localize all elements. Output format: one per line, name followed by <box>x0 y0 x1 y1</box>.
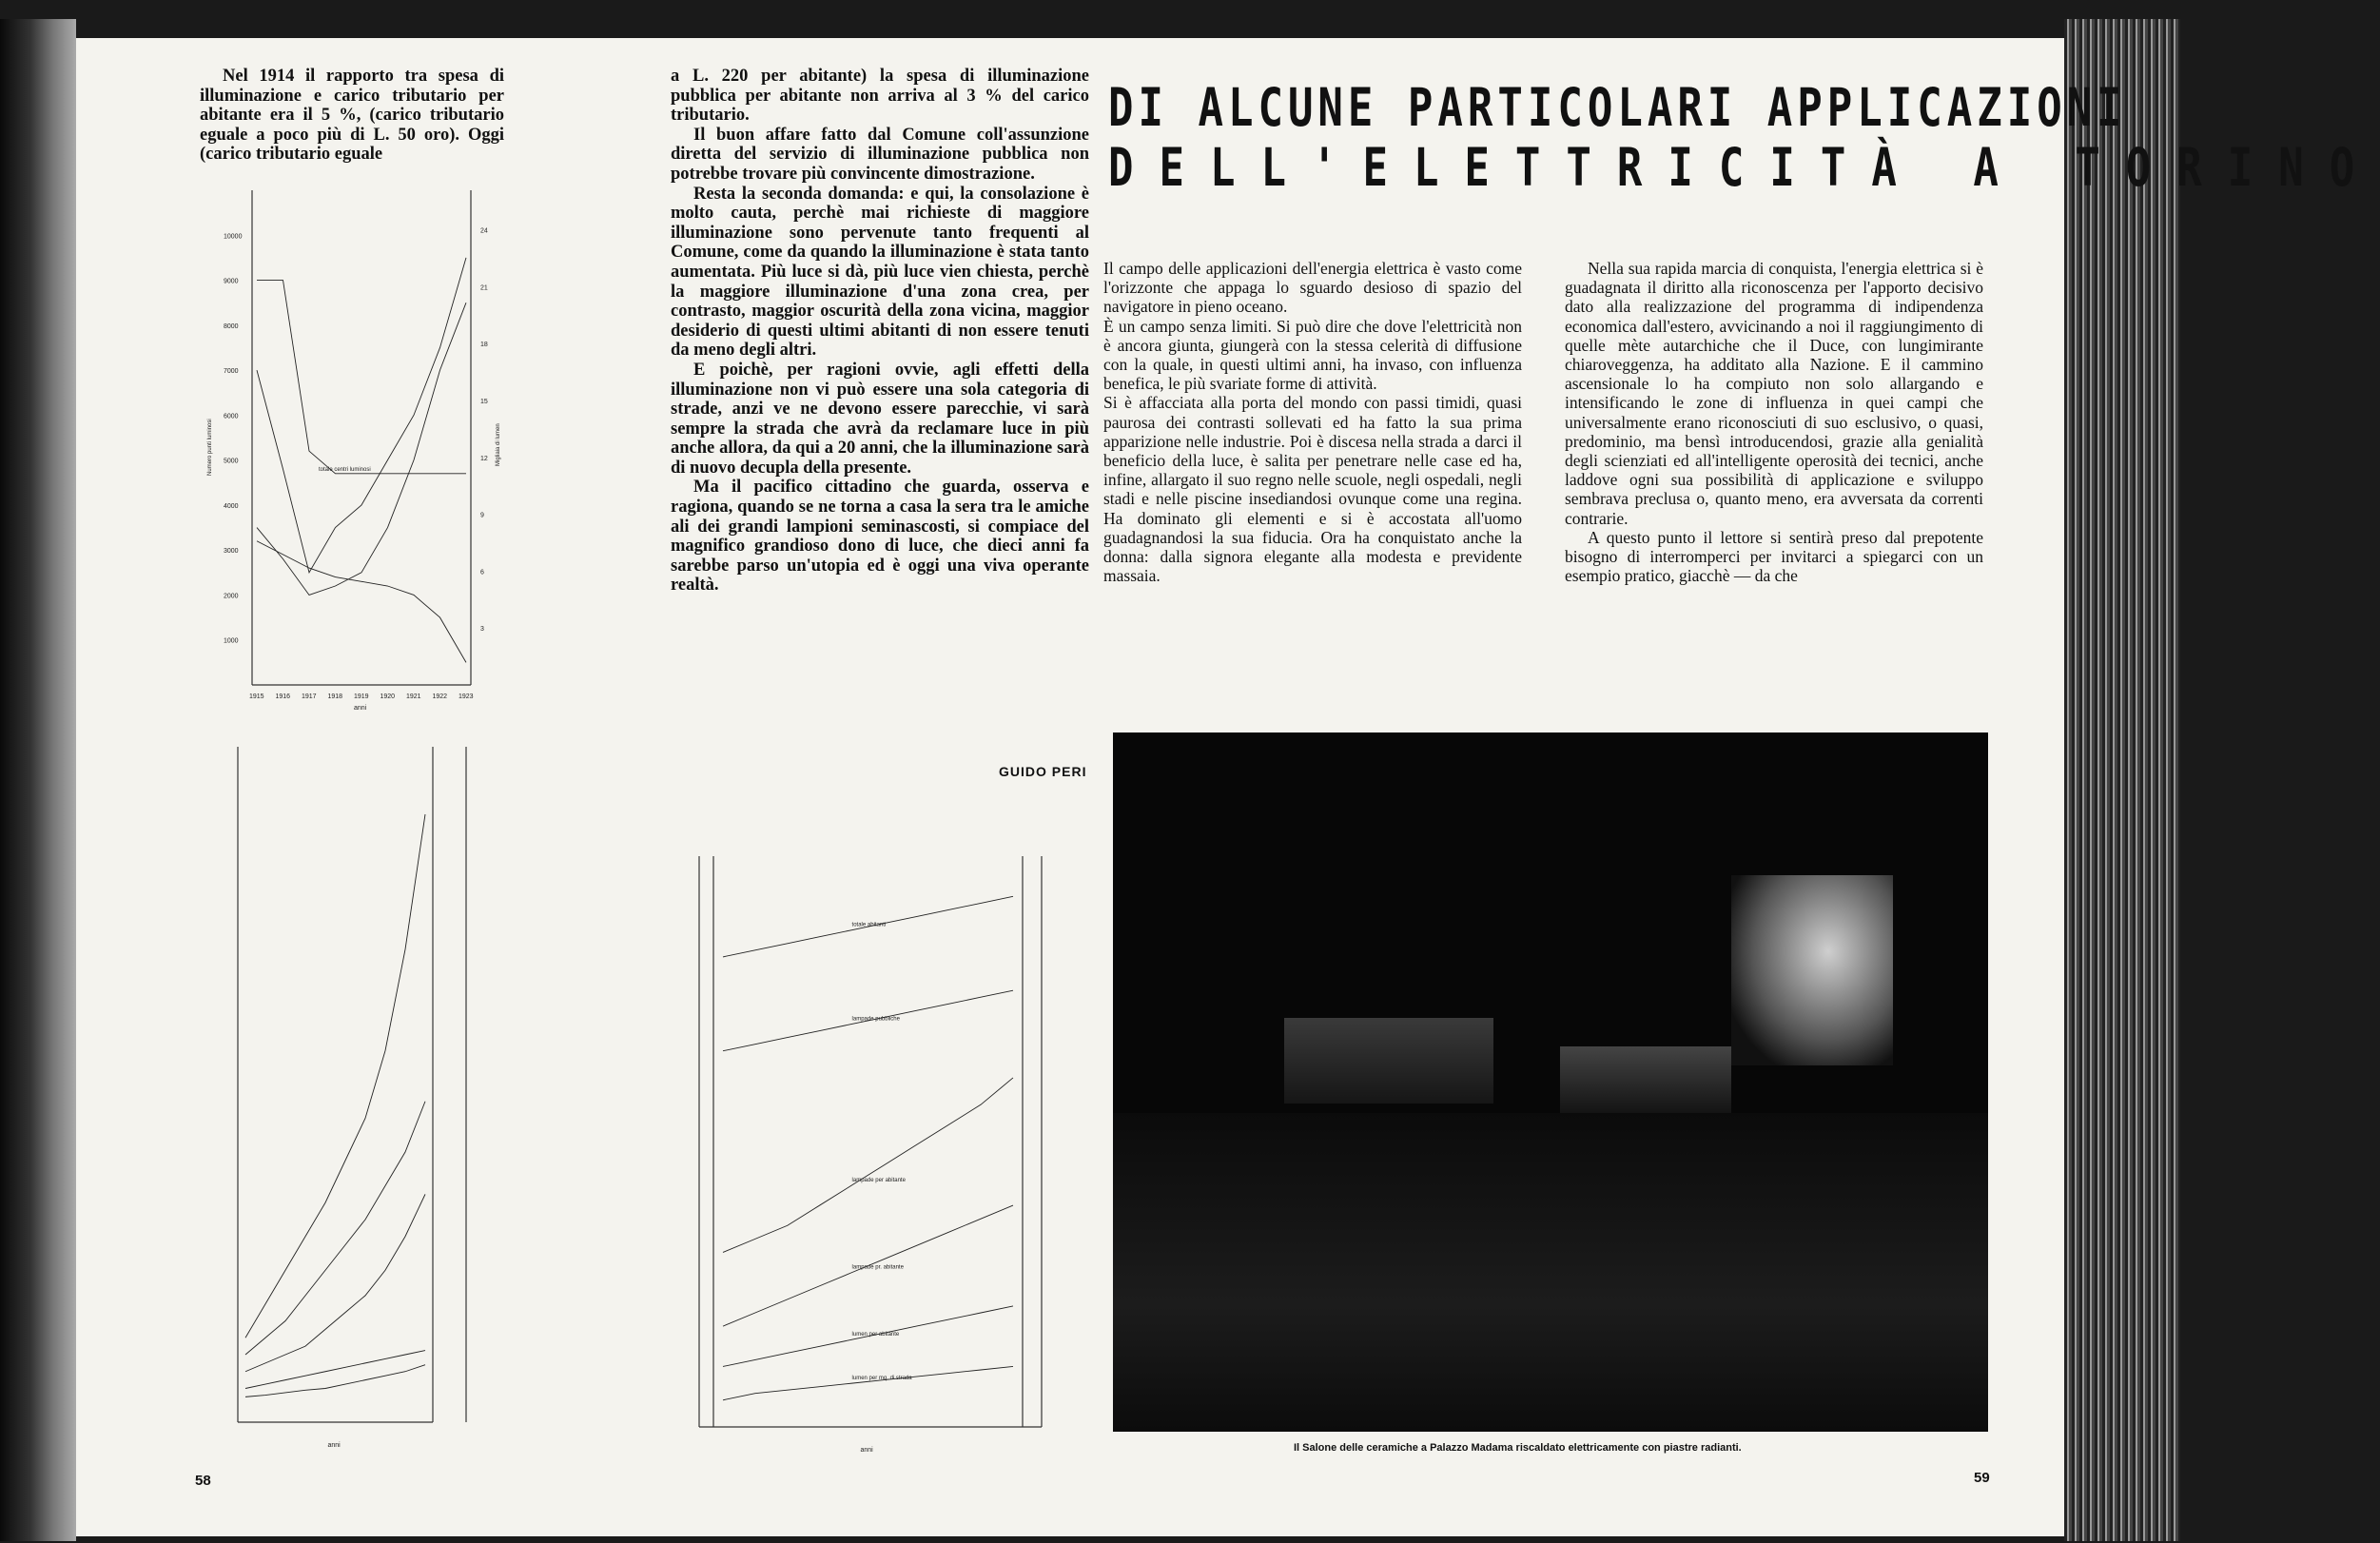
chart1-series-line <box>257 281 466 474</box>
chart1-series-line <box>257 303 466 595</box>
right-col2-text <box>1565 259 1983 585</box>
article-title-line1: DI ALCUNE PARTICOLARI APPLICAZIONI <box>1108 78 2127 139</box>
chart1-left-axis-label: Numero punti luminosi <box>207 419 213 476</box>
chart1-xtick: 1918 <box>327 693 343 700</box>
chart1-ytick-right: 15 <box>480 399 488 405</box>
chart1-right-axis-label: Migliaia di lumen <box>496 423 501 466</box>
chart1-ytick-left: 3000 <box>224 548 239 556</box>
chart1-xtick: 1915 <box>249 693 264 700</box>
chart2-series-line <box>245 1351 425 1389</box>
left-col2-para-3: Resta la seconda domanda: e qui, la consolazione è molto cauta, perchè mai richieste di maggiore illuminazione sono pervenute tanto frequenti al Comune, come da quando la illuminazione è stata tanto aumentata. Più luce si dà, più luce vien chiesta, perchè la maggiore illuminazione d'una zona crea, per contrasto, maggior oscurità della zona vicina, maggior desiderio di questi ultimi abitanti di non essere tenuti da meno degli altri. <box>671 184 1089 361</box>
left-col2-para-4: E poichè, per ragioni ovvie, agli effetti della illuminazione non vi può essere una sola categoria di strade, anzi ve ne devono essere parecchie, vi sarà sempre la strada che avrà da reclamare luce in più anche allora, da qui a 20 anni, che la illuminazione sarà di nuovo decupla della presente. <box>671 360 1089 478</box>
right-col1-para-3: Si è affacciata alla porta del mondo con passi timidi, quasi paurosa dei contrasti sollevati ed ha fatto la sua prima apparizione nelle industrie. Poi è discesa nella strada a darci il beneficio della luce, è salita per penetrare nelle case ed ha, infine, allargato il suo regno nelle scuole, negli ospedali, negli stadi e nelle piscine insediandosi ovunque come una regina. Ha dominato gli elementi e si è accostata all'uomo guadagnandosi la sua fiducia. Ora ha conquistato anche la donna: dalla signora elegante alla modesta e previdente massaia. <box>1103 393 1522 586</box>
chart3-series-label: lampade per abitante <box>851 1177 906 1183</box>
chart1-xlabel: anni <box>354 705 367 712</box>
right-col1-para-2: È un campo senza limiti. Si può dire che dove l'elettricità non è ancora giunta, giungerà con la stessa celerità di diffusione con la quale, in questi ultimi anni, ha invaso, con influenza benefica, le più svariate forme di attività. <box>1103 316 1522 394</box>
photo-salone-ceramiche <box>1113 732 1988 1432</box>
right-col2-para-2: A questo punto il lettore si sentirà preso dal prepotente bisogno di interromperci per invitarci a spiegarci con un esempio pratico, giacchè — da che <box>1565 527 1983 586</box>
chart3-series-line <box>723 1078 1013 1253</box>
article-title-line2: DELL'ELETTRICITÀ A TORINO <box>1108 138 2380 199</box>
chart-expenses <box>200 737 514 1460</box>
left-col1-text <box>200 67 504 165</box>
page-number-left: 58 <box>195 1473 211 1489</box>
book-edge-left <box>0 19 76 1541</box>
chart-illumination <box>200 181 533 732</box>
chart3-series-label: totale abitanti <box>851 922 887 928</box>
chart1-ytick-right: 9 <box>480 512 484 519</box>
chart2-series-line <box>245 1194 425 1371</box>
left-page <box>76 38 1099 1536</box>
chart-lamps <box>666 818 1094 1475</box>
chart1-ytick-left: 7000 <box>224 368 239 376</box>
chart1-ytick-left: 8000 <box>224 322 239 330</box>
chart1-series-line <box>257 541 466 663</box>
chart3-series-label: lumen per mq. di strada <box>851 1376 912 1382</box>
chart1-ytick-right: 12 <box>480 455 488 462</box>
photo-cabinet-mid <box>1560 1046 1731 1113</box>
left-col2-para-1: a L. 220 per abitante) la spesa di illuminazione pubblica per abitante non arriva al 3 % del carico tributario. <box>671 67 1089 126</box>
page-number-right: 59 <box>1974 1470 1990 1486</box>
chart2-series-line <box>245 814 425 1338</box>
chart1-ytick-left: 2000 <box>224 593 239 600</box>
right-col1-text <box>1103 259 1522 585</box>
right-col2-para-1: Nella sua rapida marcia di conquista, l'energia elettrica si è guadagnata il diritto alla riconoscenza per l'apporto decisivo dato alla realizzazione del programma di indipendenza economica dall'estero, avvicinando a noi il raggiungimento di quelle mète autarchiche che il Duce, con lungimirante chiaroveggenza, ha additato alla Nazione. E il cammino ascensionale lo ha compiuto non solo allargando e intensificando le zone di influenza in quei campi che universalmente erano riconosciuti di suo esclusivo, o quasi, predominio, ma bensì introducendosi, grazie alla genialità degli scienziati ed all'intelligente operosità dei tecnici, anche laddove ogni sua possibilità di applicazione e sviluppo sembrava preclusa o, quanto meno, era avversata da correnti contrarie. <box>1565 259 1983 528</box>
left-col2-para-5: Ma il pacifico cittadino che guarda, osserva e ragiona, quando se ne torna a casa la sera tra le amiche ali dei grandi lampioni seminascosti, si compiace del magnifico grandioso dono di luce, che dieci anni fa sarebbe parso un'utopia ed è oggi una viva operante realtà. <box>671 478 1089 596</box>
photo-floor <box>1113 1113 1988 1432</box>
byline: GUIDO PERI <box>999 764 1087 779</box>
chart1-ytick-left: 9000 <box>224 278 239 285</box>
chart1-ytick-right: 24 <box>480 227 488 235</box>
chart2-xlabel: anni <box>327 1442 341 1449</box>
chart3-series-label: lampade pubbliche <box>851 1016 900 1023</box>
chart3-series-label: lumen per abitante <box>851 1332 900 1338</box>
chart1-xtick: 1920 <box>380 693 396 700</box>
chart1-ytick-right: 21 <box>480 284 488 292</box>
left-col2-text <box>671 67 1089 596</box>
chart1-plot <box>207 190 501 712</box>
chart1-series-line <box>257 258 466 573</box>
chart1-ytick-left: 6000 <box>224 413 239 420</box>
chart1-ytick-left: 4000 <box>224 502 239 510</box>
photo-cabinet-left <box>1284 1018 1493 1104</box>
left-col1-paragraph: Nel 1914 il rapporto tra spesa di illuminazione e carico tributario per abitante era il 5 %, (carico tributario eguale a poco più di L. 50 oro). Oggi (carico tributario eguale <box>200 67 504 165</box>
chart1-xtick: 1917 <box>302 693 317 700</box>
chart1-series-label: totale centri luminosi <box>319 466 371 473</box>
book-edge-right <box>2064 19 2180 1541</box>
chart1-ytick-left: 10000 <box>224 233 243 241</box>
right-col1-para-1: Il campo delle applicazioni dell'energia elettrica è vasto come l'orizzonte che appaga lo sguardo desioso di spazio del navigatore in pieno oceano. <box>1103 259 1522 317</box>
chart3-xlabel: anni <box>860 1447 873 1454</box>
chart1-xtick: 1922 <box>432 693 448 700</box>
chart3-series-line <box>723 1366 1013 1399</box>
chart3-plot <box>699 856 1042 1454</box>
chart1-xtick: 1919 <box>354 693 369 700</box>
chart1-ytick-left: 1000 <box>224 637 239 645</box>
chart1-xtick: 1916 <box>275 693 291 700</box>
photo-window <box>1731 875 1893 1065</box>
right-page <box>1099 38 2380 1536</box>
chart1-xtick: 1921 <box>406 693 421 700</box>
chart2-plot <box>238 747 466 1449</box>
chart1-ytick-right: 3 <box>480 626 484 634</box>
photo-caption: Il Salone delle ceramiche a Palazzo Madama riscaldato elettricamente con piastre radianti. <box>1294 1442 1742 1454</box>
chart1-ytick-left: 5000 <box>224 458 239 465</box>
chart1-ytick-right: 18 <box>480 342 488 349</box>
chart1-xtick: 1923 <box>458 693 474 700</box>
chart1-ytick-right: 6 <box>480 569 484 576</box>
chart3-series-label: lampade pr. abitante <box>851 1264 904 1271</box>
left-col2-para-2: Il buon affare fatto dal Comune coll'assunzione diretta del servizio di illuminazione pubblica non potrebbe trovare più convincente dimostrazione. <box>671 125 1089 184</box>
chart2-series-line <box>245 1102 425 1355</box>
